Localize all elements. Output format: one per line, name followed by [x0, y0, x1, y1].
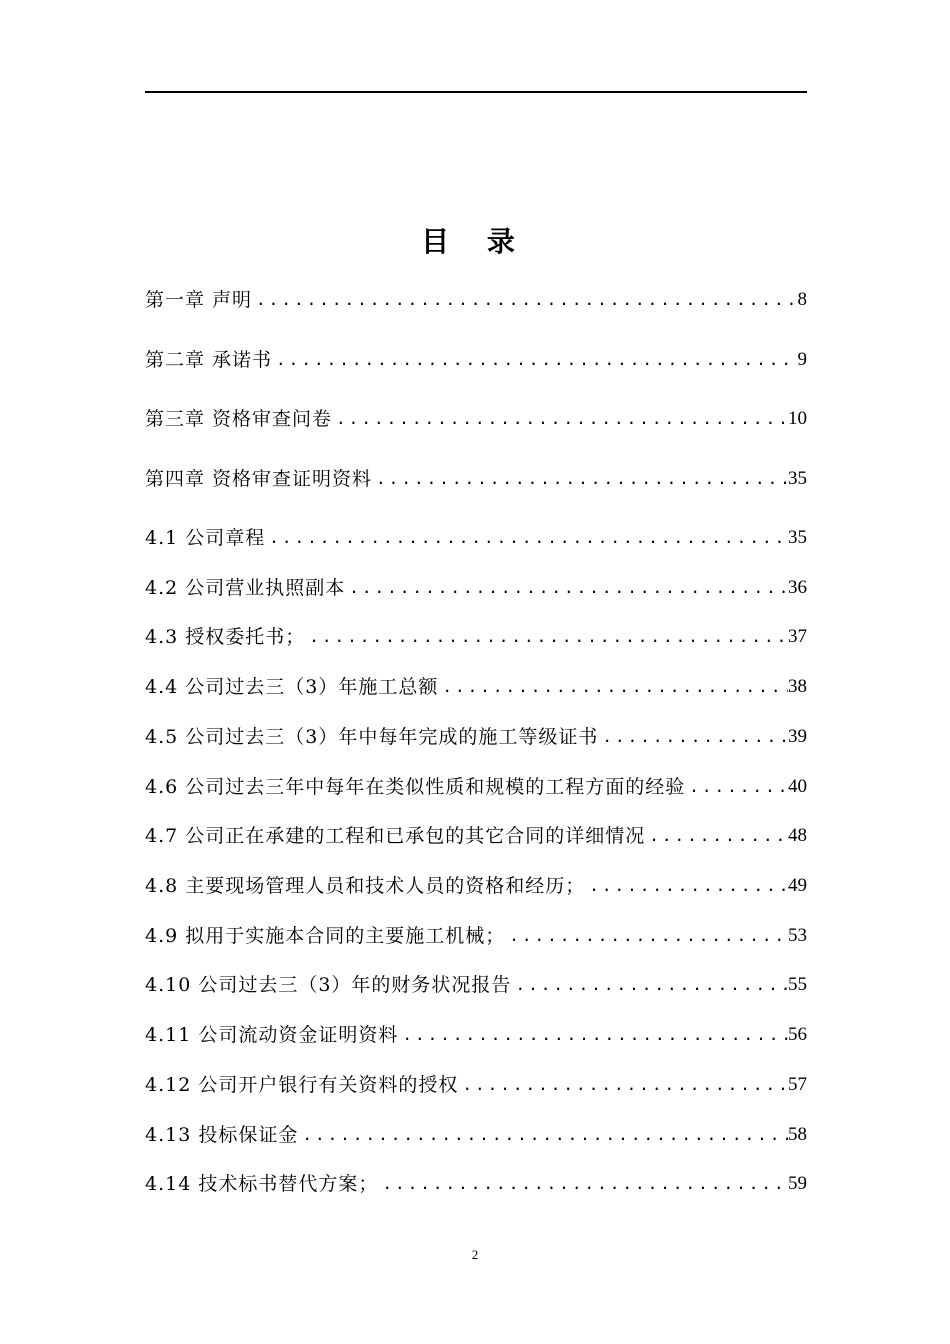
toc-entry-text: 第一章 声明 [145, 289, 253, 311]
toc-entry-page: 10 [788, 408, 807, 429]
toc-entry-page: 48 [788, 825, 807, 846]
toc-leader [305, 622, 788, 652]
toc-entry-text: 4.8 主要现场管理人员和技术人员的资格和经历； [145, 875, 586, 897]
toc-entry-text: 4.1 公司章程 [145, 527, 266, 549]
toc-leader [458, 1070, 788, 1100]
toc-entry[interactable] [145, 871, 807, 901]
toc-entry-text: 4.6 公司过去三年中每年在类似性质和规模的工程方面的经验 [145, 776, 686, 798]
toc-entry-page: 38 [788, 676, 807, 697]
toc-entry-page: 57 [788, 1074, 807, 1095]
toc-entry[interactable] [145, 772, 807, 802]
toc-entry-text: 第四章 资格审查证明资料 [145, 468, 373, 490]
toc-leader [438, 672, 788, 702]
toc-entry-text: 4.9 拟用于实施本合同的主要施工机械； [145, 925, 506, 947]
toc-entry[interactable] [145, 404, 807, 434]
toc-leader [645, 821, 788, 851]
toc-leader [398, 1020, 788, 1050]
header-rule [145, 91, 807, 93]
toc-entry-page: 36 [788, 577, 807, 598]
toc-leader [345, 573, 788, 603]
toc-entry[interactable] [145, 464, 807, 494]
toc-entry-text: 4.11 公司流动资金证明资料 [145, 1024, 399, 1046]
toc-leader [372, 464, 788, 494]
toc-entry[interactable] [145, 1070, 807, 1100]
toc-leader [252, 285, 795, 315]
toc-entry[interactable] [145, 821, 807, 851]
toc-entry-text: 4.13 投标保证金 [145, 1124, 299, 1146]
toc-entry-page: 35 [788, 527, 807, 548]
toc-entry[interactable] [145, 285, 807, 315]
toc-entry-page: 49 [788, 875, 807, 896]
toc-entry-page: 37 [788, 626, 807, 647]
toc-entry-page: 53 [788, 925, 807, 946]
toc-entry-page: 55 [788, 974, 807, 995]
toc-entry[interactable] [145, 722, 807, 752]
toc-leader [685, 772, 788, 802]
toc-leader [272, 345, 795, 375]
toc-entry[interactable] [145, 1020, 807, 1050]
toc-entry-text: 4.10 公司过去三（3）年的财务状况报告 [145, 974, 512, 996]
toc-leader [511, 970, 788, 1000]
page-number: 2 [471, 1247, 479, 1262]
toc-entry-page: 40 [788, 776, 807, 797]
toc-entry-text: 4.7 公司正在承建的工程和已承包的其它合同的详细情况 [145, 825, 646, 847]
toc-entry-text: 4.12 公司开户银行有关资料的授权 [145, 1074, 459, 1096]
toc-entry-page: 35 [788, 468, 807, 489]
toc-entry[interactable] [145, 345, 807, 375]
toc-entry[interactable] [145, 1120, 807, 1150]
toc-entry-page: 58 [788, 1124, 807, 1145]
toc-entry[interactable] [145, 523, 807, 553]
toc-leader [378, 1169, 788, 1199]
toc-entry-page: 9 [797, 349, 807, 370]
toc-entry-text: 4.5 公司过去三（3）年中每年完成的施工等级证书 [145, 726, 599, 748]
toc-entry-text: 第二章 承诺书 [145, 349, 273, 371]
toc-entry[interactable] [145, 573, 807, 603]
toc-title: 目 录 [421, 225, 529, 258]
toc-leader [598, 722, 788, 752]
toc-entry-text: 4.14 技术标书替代方案； [145, 1173, 379, 1195]
toc-entry-page: 8 [797, 289, 807, 310]
toc-leader [332, 404, 788, 434]
toc-entry-text: 4.3 授权委托书； [145, 626, 306, 648]
toc-entry-page: 39 [788, 726, 807, 747]
toc-entry[interactable] [145, 672, 807, 702]
toc-entry[interactable] [145, 1169, 807, 1199]
toc-entry[interactable] [145, 921, 807, 951]
toc-entry[interactable] [145, 970, 807, 1000]
toc-entry-page: 56 [788, 1024, 807, 1045]
toc-entry-text: 4.4 公司过去三（3）年施工总额 [145, 676, 439, 698]
toc-leader [585, 871, 788, 901]
toc-leader [298, 1120, 788, 1150]
toc-leader [505, 921, 788, 951]
toc-entry-text: 4.2 公司营业执照副本 [145, 577, 346, 599]
toc-entry-text: 第三章 资格审查问卷 [145, 408, 333, 430]
toc-entry-page: 59 [788, 1173, 807, 1194]
toc-leader [265, 523, 788, 553]
toc-entry[interactable] [145, 622, 807, 652]
